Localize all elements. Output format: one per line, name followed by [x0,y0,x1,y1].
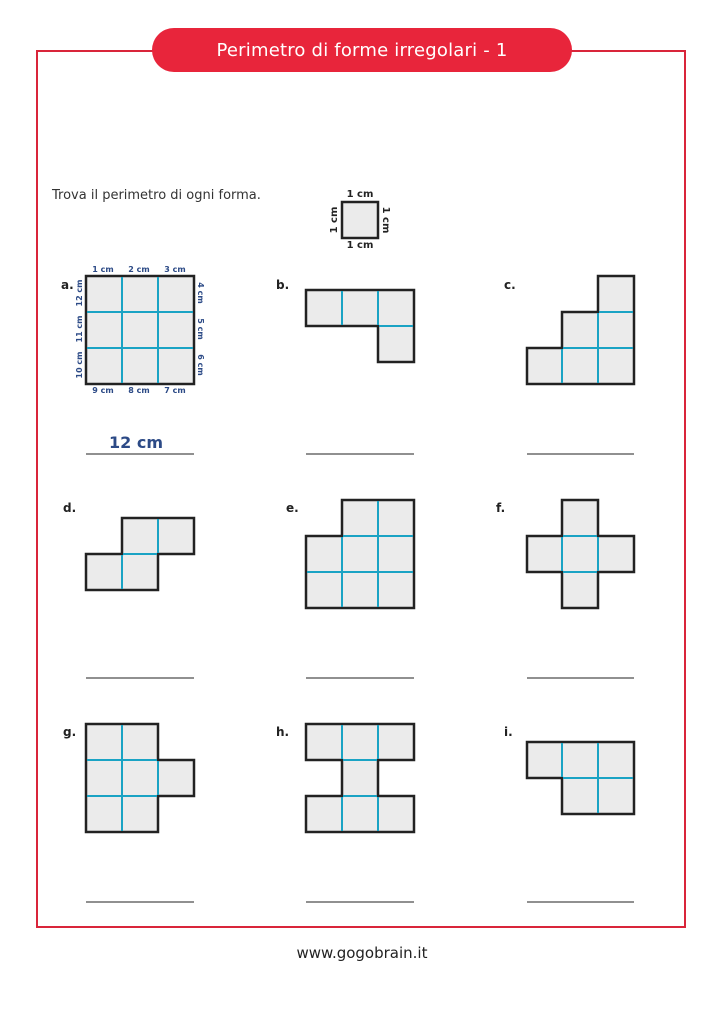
example-right-label-3: 6 cm [196,354,205,376]
shape-e-label: e. [286,501,299,515]
shape-h [276,724,414,902]
shape-g [63,724,194,902]
example-right-label-1: 4 cm [196,282,205,304]
unit-square-reference [329,189,391,251]
example-top-label-2: 2 cm [128,265,150,274]
shape-e [286,500,414,678]
shape-g-label: g. [63,725,77,739]
shape-d [63,501,194,678]
instruction-text: Trova il perimetro di ogni forma. [52,188,261,203]
shape-d-label: d. [63,501,77,515]
unit-label-bottom: 1 cm [346,240,374,251]
example-top-label-3: 3 cm [164,265,186,274]
shape-c [504,276,634,454]
shape-a-answer: 12 cm [109,433,163,452]
example-left-label-3: 10 cm [75,351,84,379]
shape-h-label: h. [276,725,290,739]
example-left-label-1: 12 cm [75,279,84,307]
page-title: Perimetro di forme irregolari - 1 [216,39,508,61]
example-bottom-label-3: 7 cm [164,386,186,395]
shape-b-label: b. [276,278,290,292]
example-bottom-label-2: 8 cm [128,386,150,395]
shape-i [504,725,634,902]
shape-f-label: f. [496,501,506,515]
footer-website: www.gogobrain.it [296,944,428,962]
example-right-label-2: 5 cm [196,318,205,340]
example-bottom-label-1: 9 cm [92,386,114,395]
example-top-label-1: 1 cm [92,265,114,274]
shape-i-label: i. [504,725,513,739]
shape-a-label: a. [61,278,74,292]
unit-label-left: 1 cm [329,206,340,234]
example-left-label-2: 11 cm [75,315,84,343]
unit-label-right: 1 cm [380,206,391,234]
unit-label-top: 1 cm [346,189,374,200]
shape-b [276,278,414,454]
shape-c-label: c. [504,278,516,292]
shape-f [496,500,634,678]
